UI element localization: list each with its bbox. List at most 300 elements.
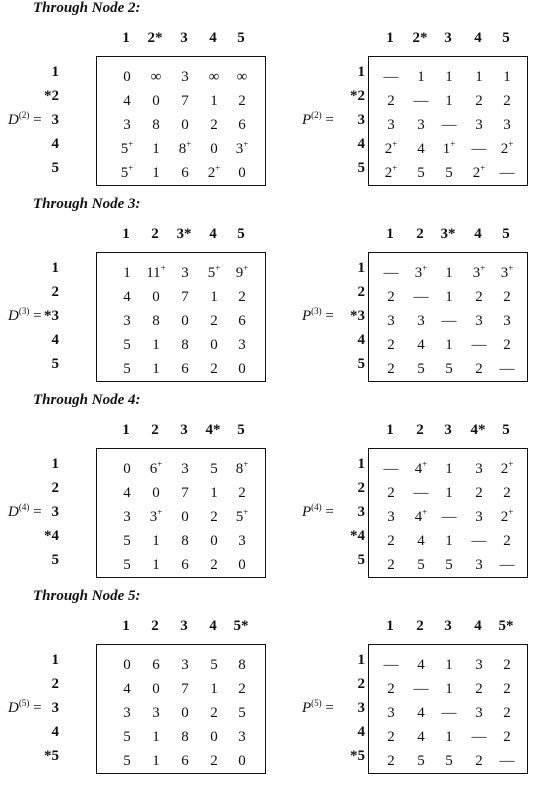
distance-cell: 6+ [149,459,163,477]
distance-cell: 5 [123,533,131,549]
d-column-header: 3 [180,422,188,438]
section-heading: Through Node 2: [33,0,141,16]
distance-cell: 8 [181,729,189,745]
d-row-header: 2 [51,284,59,300]
predecessor-matrix [368,56,528,186]
distance-cell: 1 [152,337,160,353]
p-column-header: 5 [502,226,510,242]
distance-cell: 2 [238,93,246,109]
predecessor-cell: — [383,657,399,673]
p-row-header: 5 [357,160,365,176]
p-row-header: 3 [357,504,365,520]
predecessor-cell: 2 [387,361,395,377]
predecessor-cell: — [471,729,487,745]
distance-cell: 8 [181,337,189,353]
distance-cell: 5 [210,461,218,477]
predecessor-cell: 2 [503,657,511,673]
p-row-header: 1 [357,456,365,472]
distance-cell: ∞ [208,69,220,85]
distance-cell: 3 [181,657,189,673]
predecessor-cell: 3 [387,705,395,721]
distance-cell: 2 [210,361,218,377]
section-heading: Through Node 4: [33,392,141,408]
p-row-header: *5 [350,748,365,764]
p-row-header: 1 [357,260,365,276]
predecessor-cell: 3+ [414,263,428,281]
predecessor-cell: 1 [417,69,425,85]
predecessor-cell: 3 [387,509,395,525]
predecessor-cell: 4 [417,533,425,549]
section-node-2 [0,0,548,196]
distance-cell: 0 [210,337,218,353]
distance-cell: 5 [123,729,131,745]
distance-cell: 0 [238,165,246,181]
distance-cell: 1 [210,681,218,697]
predecessor-cell: — [413,93,429,109]
predecessor-cell: — [499,557,515,573]
predecessor-cell: 2 [503,337,511,353]
d-column-header: 4 [209,30,217,46]
predecessor-cell: 3 [503,313,511,329]
distance-cell: 2 [238,681,246,697]
d-row-header: *4 [44,528,59,544]
predecessor-cell: — [499,361,515,377]
distance-cell: 1 [210,289,218,305]
distance-cell: 1 [210,93,218,109]
predecessor-cell: 2+ [384,163,398,181]
p-column-header: 4* [470,422,486,438]
distance-cell: 8 [152,313,160,329]
predecessor-cell: 1 [445,337,453,353]
predecessor-cell: 1 [475,69,483,85]
distance-cell: 5+ [207,263,221,281]
distance-cell: 11+ [146,263,166,281]
distance-cell: 3 [152,705,160,721]
d-row-header: 4 [51,136,59,152]
p-row-header: 1 [357,64,365,80]
predecessor-cell: — [441,313,457,329]
distance-cell: 3+ [235,139,249,157]
distance-matrix [96,56,266,186]
predecessor-matrix [368,448,528,578]
d-row-header: *2 [44,88,59,104]
d-column-header: 5* [233,618,249,634]
predecessor-cell: — [499,753,515,769]
distance-cell: 8+ [178,139,192,157]
predecessor-cell: 4 [417,705,425,721]
predecessor-cell: 3 [475,657,483,673]
d-column-header: 4 [209,618,217,634]
p-row-header: 2 [357,676,365,692]
distance-cell: 5 [123,337,131,353]
predecessor-cell: 2 [387,753,395,769]
distance-cell: ∞ [236,69,248,85]
d-row-header: 3 [51,112,59,128]
p-column-header: 1 [386,422,394,438]
predecessor-cell: 3 [475,461,483,477]
predecessor-cell: 4+ [414,459,428,477]
p-row-header: 5 [357,356,365,372]
distance-cell: 0 [181,705,189,721]
predecessor-matrix [368,252,528,382]
distance-cell: 0 [210,141,218,157]
predecessor-cell: 3+ [500,263,514,281]
p-row-header: *3 [350,308,365,324]
p-column-header: 2 [416,422,424,438]
predecessor-cell: 3 [417,313,425,329]
predecessor-cell: — [499,165,515,181]
d-row-header: 5 [51,552,59,568]
predecessor-cell: 1 [445,485,453,501]
d-column-header: 3 [180,618,188,634]
distance-cell: 0 [181,117,189,133]
predecessor-cell: 2+ [500,139,514,157]
predecessor-cell: 1 [445,657,453,673]
p-row-header: 3 [357,700,365,716]
d-row-header: 4 [51,332,59,348]
p-row-header: *4 [350,528,365,544]
predecessor-cell: 2+ [384,139,398,157]
distance-cell: 8+ [235,459,249,477]
d-row-header: 1 [51,652,59,668]
predecessor-cell: 2 [475,485,483,501]
distance-cell: 2 [210,117,218,133]
predecessor-cell: 2 [503,729,511,745]
distance-cell: 3 [123,705,131,721]
predecessor-cell: — [471,533,487,549]
predecessor-cell: 1 [445,93,453,109]
d-column-header: 1 [122,422,130,438]
distance-cell: ∞ [150,69,162,85]
distance-cell: 8 [181,533,189,549]
distance-cell: 0 [152,93,160,109]
distance-cell: 8 [238,657,246,673]
d-column-header: 2* [147,30,163,46]
predecessor-cell: 3 [475,705,483,721]
distance-cell: 2 [210,557,218,573]
distance-matrix [96,448,266,578]
distance-cell: 0 [181,313,189,329]
distance-cell: 0 [123,461,131,477]
predecessor-cell: 4+ [414,507,428,525]
predecessor-cell: 3 [503,117,511,133]
predecessor-cell: — [413,681,429,697]
distance-cell: 7 [181,289,189,305]
p-column-header: 2* [412,30,428,46]
predecessor-cell: 2 [387,289,395,305]
predecessor-cell: 3 [387,117,395,133]
distance-cell: 1 [152,361,160,377]
predecessor-cell: 1 [445,533,453,549]
p-column-header: 5 [502,30,510,46]
predecessor-cell: 2+ [500,459,514,477]
predecessor-cell: — [471,141,487,157]
predecessor-cell: 2 [387,337,395,353]
d-column-header: 4* [205,422,221,438]
p-row-header: 4 [357,136,365,152]
d-column-header: 4 [209,226,217,242]
p-column-header: 1 [386,618,394,634]
distance-cell: 0 [123,657,131,673]
predecessor-cell: 4 [417,729,425,745]
distance-cell: 3 [181,265,189,281]
predecessor-cell: 2 [475,361,483,377]
predecessor-cell: 1+ [442,139,456,157]
p-matrix-label: $P^{(5)}$ = [302,698,334,716]
d-column-header: 1 [122,226,130,242]
d-column-header: 2 [151,226,159,242]
d-row-header: 4 [51,724,59,740]
distance-cell: 2 [238,289,246,305]
d-row-header: 1 [51,64,59,80]
distance-cell: 0 [152,681,160,697]
distance-cell: 5 [123,753,131,769]
p-row-header: 4 [357,724,365,740]
d-column-header: 3 [180,30,188,46]
predecessor-cell: 1 [503,69,511,85]
distance-cell: 5 [123,361,131,377]
predecessor-cell: 1 [445,729,453,745]
predecessor-cell: — [441,705,457,721]
d-column-header: 3* [176,226,192,242]
p-matrix-label: $P^{(3)}$ = [302,306,334,324]
predecessor-cell: 2 [503,705,511,721]
predecessor-cell: 3 [417,117,425,133]
d-row-header: 2 [51,676,59,692]
distance-cell: 2+ [207,163,221,181]
d-matrix-label: $D^{(3)}$ = [8,306,42,324]
p-matrix-label: $P^{(4)}$ = [302,502,334,520]
d-column-header: 1 [122,618,130,634]
predecessor-cell: — [383,265,399,281]
predecessor-cell: 2 [475,93,483,109]
predecessor-cell: 2 [387,681,395,697]
distance-cell: 0 [238,361,246,377]
p-column-header: 3* [440,226,456,242]
p-column-header: 5 [502,422,510,438]
predecessor-cell: — [383,461,399,477]
predecessor-cell: — [413,485,429,501]
distance-cell: 1 [152,557,160,573]
p-column-header: 2 [416,226,424,242]
distance-cell: 5+ [120,139,134,157]
predecessor-cell: 3+ [472,263,486,281]
distance-cell: 2 [210,753,218,769]
distance-cell: 3 [238,729,246,745]
predecessor-cell: 2 [475,753,483,769]
distance-cell: 9+ [235,263,249,281]
predecessor-cell: 1 [445,265,453,281]
distance-cell: 7 [181,485,189,501]
predecessor-cell: 4 [417,657,425,673]
predecessor-cell: 1 [445,289,453,305]
distance-cell: 3 [238,533,246,549]
distance-cell: 6 [238,313,246,329]
d-row-header: 3 [51,700,59,716]
d-row-header: 1 [51,260,59,276]
predecessor-cell: 3 [475,509,483,525]
predecessor-cell: 3 [387,313,395,329]
distance-cell: 8 [152,117,160,133]
distance-cell: 5 [238,705,246,721]
predecessor-cell: 5 [445,557,453,573]
predecessor-cell: — [383,69,399,85]
distance-cell: 4 [123,289,131,305]
predecessor-cell: 2+ [472,163,486,181]
d-column-header: 2 [151,618,159,634]
distance-cell: 5+ [235,507,249,525]
section-heading: Through Node 3: [33,196,141,212]
d-column-header: 2 [151,422,159,438]
distance-cell: 0 [210,533,218,549]
predecessor-cell: 3 [475,313,483,329]
d-row-header: 5 [51,356,59,372]
predecessor-cell: 3 [475,557,483,573]
p-row-header: 5 [357,552,365,568]
distance-cell: 1 [210,485,218,501]
d-column-header: 5 [237,422,245,438]
p-row-header: 4 [357,332,365,348]
d-column-header: 5 [237,30,245,46]
p-column-header: 4 [474,226,482,242]
distance-cell: 5 [123,557,131,573]
p-column-header: 1 [386,30,394,46]
distance-cell: 6 [238,117,246,133]
distance-cell: 0 [152,485,160,501]
predecessor-cell: 5 [417,165,425,181]
distance-cell: 5+ [120,163,134,181]
distance-cell: 3 [123,313,131,329]
distance-cell: 1 [152,533,160,549]
p-matrix-label: $P^{(2)}$ = [302,110,334,128]
distance-cell: 0 [238,557,246,573]
distance-cell: 0 [238,753,246,769]
p-row-header: 2 [357,480,365,496]
predecessor-cell: 1 [445,681,453,697]
predecessor-cell: — [441,509,457,525]
distance-cell: 6 [152,657,160,673]
distance-cell: 7 [181,93,189,109]
d-row-header: *3 [44,308,59,324]
d-matrix-label: $D^{(2)}$ = [8,110,42,128]
predecessor-matrix [368,644,528,774]
distance-cell: 2 [210,313,218,329]
distance-cell: 3 [123,117,131,133]
section-heading: Through Node 5: [33,588,141,604]
distance-matrix [96,644,266,774]
p-row-header: *2 [350,88,365,104]
predecessor-cell: 2 [475,681,483,697]
predecessor-cell: — [413,289,429,305]
predecessor-cell: 2 [503,289,511,305]
distance-cell: 0 [210,729,218,745]
d-column-header: 1 [122,30,130,46]
distance-cell: 0 [181,509,189,525]
predecessor-cell: 2 [503,533,511,549]
distance-cell: 0 [123,69,131,85]
distance-cell: 3 [181,461,189,477]
section-node-5 [0,588,548,784]
predecessor-cell: 2 [387,93,395,109]
predecessor-cell: 5 [445,753,453,769]
d-row-header: 5 [51,160,59,176]
section-node-3 [0,196,548,392]
distance-cell: 4 [123,93,131,109]
distance-cell: 0 [152,289,160,305]
distance-cell: 3+ [149,507,163,525]
predecessor-cell: 5 [417,361,425,377]
distance-cell: 1 [152,141,160,157]
distance-cell: 1 [123,265,131,281]
predecessor-cell: 2 [387,557,395,573]
distance-cell: 3 [123,509,131,525]
predecessor-cell: 4 [417,141,425,157]
predecessor-cell: 2 [387,729,395,745]
p-column-header: 3 [444,30,452,46]
distance-cell: 6 [181,753,189,769]
distance-matrix [96,252,266,382]
d-matrix-label: $D^{(4)}$ = [8,502,42,520]
distance-cell: 2 [210,509,218,525]
d-row-header: *5 [44,748,59,764]
p-column-header: 1 [386,226,394,242]
predecessor-cell: 1 [445,461,453,477]
distance-cell: 6 [181,361,189,377]
p-row-header: 1 [357,652,365,668]
predecessor-cell: 1 [445,69,453,85]
distance-cell: 7 [181,681,189,697]
distance-cell: 5 [210,657,218,673]
distance-cell: 3 [238,337,246,353]
predecessor-cell: 5 [445,165,453,181]
distance-cell: 1 [152,753,160,769]
distance-cell: 3 [181,69,189,85]
p-column-header: 2 [416,618,424,634]
distance-cell: 2 [210,705,218,721]
p-column-header: 4 [474,618,482,634]
predecessor-cell: — [471,337,487,353]
predecessor-cell: 5 [417,753,425,769]
predecessor-cell: 2 [387,533,395,549]
d-row-header: 2 [51,480,59,496]
predecessor-cell: 5 [445,361,453,377]
predecessor-cell: — [441,117,457,133]
d-matrix-label: $D^{(5)}$ = [8,698,42,716]
distance-cell: 4 [123,485,131,501]
distance-cell: 4 [123,681,131,697]
distance-cell: 2 [238,485,246,501]
p-column-header: 5* [498,618,514,634]
predecessor-cell: 4 [417,337,425,353]
predecessor-cell: 3 [475,117,483,133]
distance-cell: 6 [181,557,189,573]
d-row-header: 3 [51,504,59,520]
distance-cell: 1 [152,729,160,745]
predecessor-cell: 2 [387,485,395,501]
predecessor-cell: 2 [503,485,511,501]
p-column-header: 4 [474,30,482,46]
predecessor-cell: 2 [503,681,511,697]
predecessor-cell: 2 [475,289,483,305]
d-row-header: 1 [51,456,59,472]
distance-cell: 6 [181,165,189,181]
p-row-header: 3 [357,112,365,128]
predecessor-cell: 2+ [500,507,514,525]
predecessor-cell: 2 [503,93,511,109]
d-column-header: 5 [237,226,245,242]
p-column-header: 3 [444,422,452,438]
predecessor-cell: 5 [417,557,425,573]
